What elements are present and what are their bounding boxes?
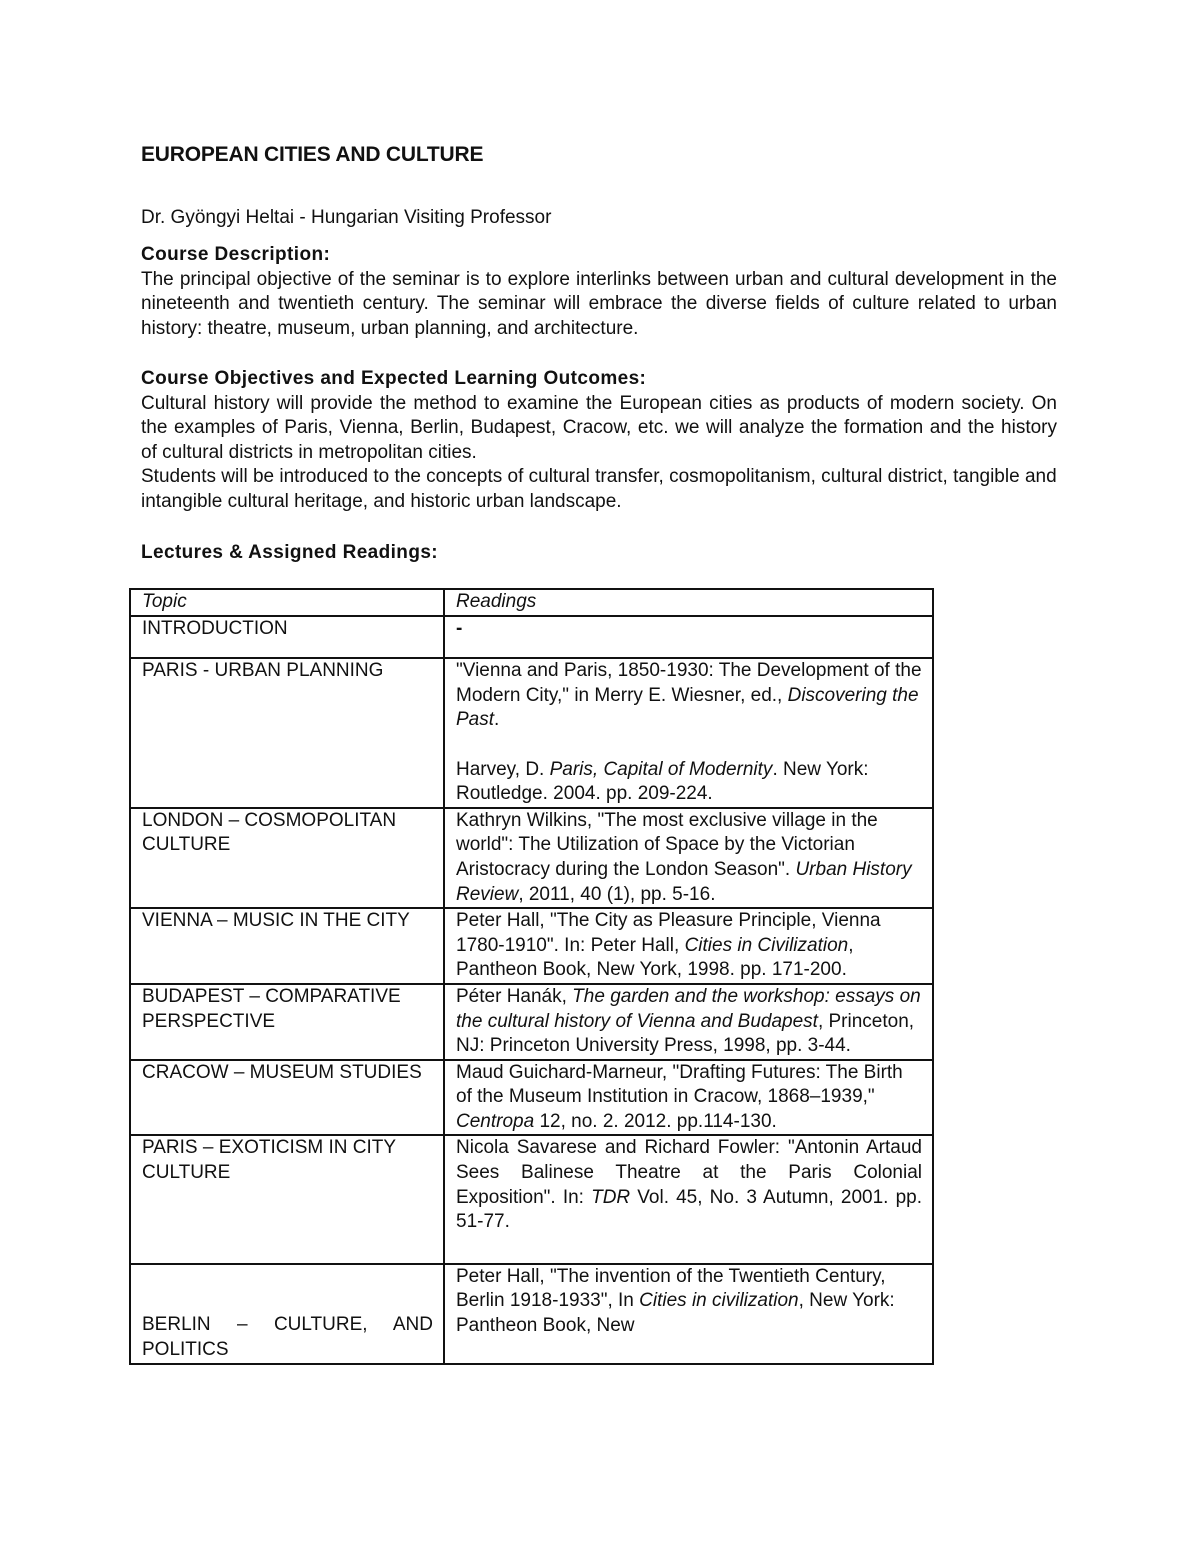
reading-text: , New York: Pantheon Book, New	[456, 1290, 895, 1337]
course-description-section	[141, 243, 1057, 341]
readings-cell	[444, 808, 933, 908]
reading-entry	[456, 758, 922, 807]
reading-text: . New York: Routledge. 2004. pp. 209-224.	[456, 758, 869, 805]
objectives-paragraph-1: Cultural history will provide the method to examine the European cities as products of modern society. On the examples of Paris, Vienna, Berlin, Budapest, Cracow, etc. we will analyze the formation and the history of cultural districts in metropolitan cities.	[141, 392, 1057, 463]
table-row	[130, 808, 933, 908]
table-row	[130, 1060, 933, 1136]
reading-text: Péter Hanák,	[456, 985, 573, 1007]
table-row	[130, 616, 933, 659]
reading-title: The garden and the workshop: essays on the cultural history of Vienna and Budapest	[456, 985, 921, 1032]
reading-text: Peter Hall, "The City as Pleasure Principle, Vienna 1780-1910". In: Peter Hall,	[456, 910, 881, 956]
readings-cell	[444, 616, 933, 659]
table-header-row	[130, 589, 933, 616]
topic-text: INTRODUCTION	[142, 617, 288, 639]
table-row	[130, 908, 933, 984]
course-description-heading: Course Description:	[141, 244, 331, 265]
topic-text: BERLIN – CULTURE, AND POLITICS	[142, 1314, 433, 1361]
reading-text: Kathryn Wilkins, "The most exclusive village in the world": The Utilization of Space by the Victorian Aristocracy during the London Season".	[456, 809, 878, 880]
readings-cell	[444, 1060, 933, 1136]
objectives-section	[141, 367, 1057, 515]
objectives-heading: Course Objectives and Expected Learning Outcomes:	[141, 368, 647, 389]
topic-cell: PARIS – EXOTICISM IN CITY CULTURE	[130, 1135, 444, 1263]
reading-text: Peter Hall, "The invention of the Twentieth Century, Berlin 1918-1933", In	[456, 1265, 886, 1312]
reading-text: .	[494, 709, 500, 731]
readings-cell	[444, 1264, 933, 1364]
reading-title: Cities in civilization	[639, 1290, 799, 1312]
topic-cell: BUDAPEST – COMPARATIVE PERSPECTIVE	[130, 984, 444, 1060]
column-header-topic: Topic	[130, 589, 444, 616]
topic-cell	[130, 616, 444, 659]
table-row	[130, 1264, 933, 1364]
reading-text: "Vienna and Paris, 1850-1930: The Development of the Modern City," in Merry E. Wiesner, ed.,	[456, 660, 922, 706]
author-line: Dr. Gyöngyi Heltai - Hungarian Visiting Professor	[141, 207, 552, 228]
reading-text: Nicola Savarese and Richard Fowler: "Antonin Artaud Sees Balinese Theatre at the Paris Colonial Exposition". In:	[456, 1137, 922, 1208]
document-title: EUROPEAN CITIES AND CULTURE	[141, 143, 484, 166]
topic-cell: LONDON – COSMOPOLITAN CULTURE	[130, 808, 444, 908]
column-header-readings: Readings	[444, 589, 933, 616]
readings-cell	[444, 658, 933, 808]
reading-title: Centropa	[456, 1110, 535, 1132]
course-description-text: The principal objective of the seminar is to explore interlinks between urban and cultural development in the nineteenth and twentieth century. The seminar will embrace the diverse fields of culture related to urban history: theatre, museum, urban planning, and architecture.	[141, 268, 1057, 339]
reading-text: Vol. 45, No. 3 Autumn, 2001. pp. 51-77.	[456, 1186, 923, 1233]
table-row	[130, 984, 933, 1060]
topic-cell: VIENNA – MUSIC IN THE CITY	[130, 908, 444, 984]
readings-cell	[444, 1135, 933, 1263]
reading-text: , 2011, 40 (1), pp. 5-16.	[518, 883, 716, 905]
lectures-heading: Lectures & Assigned Readings:	[141, 542, 439, 563]
topic-cell	[130, 1264, 444, 1364]
reading-text: Harvey, D.	[456, 758, 550, 780]
reading-text: , Pantheon Book, New York, 1998. pp. 171-200.	[456, 934, 854, 981]
reading-title: Urban History Review	[456, 858, 912, 905]
reading-entry	[456, 659, 922, 733]
reading-title: TDR	[591, 1186, 631, 1208]
readings-cell	[444, 984, 933, 1060]
table-row	[130, 658, 933, 808]
readings-table	[129, 588, 934, 1365]
topic-cell: CRACOW – MUSEUM STUDIES	[130, 1060, 444, 1136]
reading-title: Paris, Capital of Modernity	[549, 758, 773, 780]
topic-cell: PARIS - URBAN PLANNING	[130, 658, 444, 808]
reading-text: Maud Guichard-Marneur, "Drafting Futures: The Birth of the Museum Institution in Cracow, 1868–1939,"	[456, 1061, 903, 1108]
reading-title: Discovering the Past	[456, 684, 919, 731]
lectures-section	[141, 541, 1057, 566]
reading-text: 12, no. 2. 2012. pp.114-130.	[534, 1110, 777, 1132]
readings-text: -	[456, 617, 463, 639]
table-row	[130, 1135, 933, 1263]
objectives-paragraph-2: Students will be introduced to the concepts of cultural transfer, cosmopolitanism, cultural district, tangible and intangible cultural heritage, and historic urban landscape.	[141, 466, 1057, 512]
readings-cell	[444, 908, 933, 984]
reading-text: , Princeton, NJ: Princeton University Press, 1998, pp. 3-44.	[456, 1010, 915, 1057]
reading-title: Cities in Civilization	[684, 934, 849, 956]
